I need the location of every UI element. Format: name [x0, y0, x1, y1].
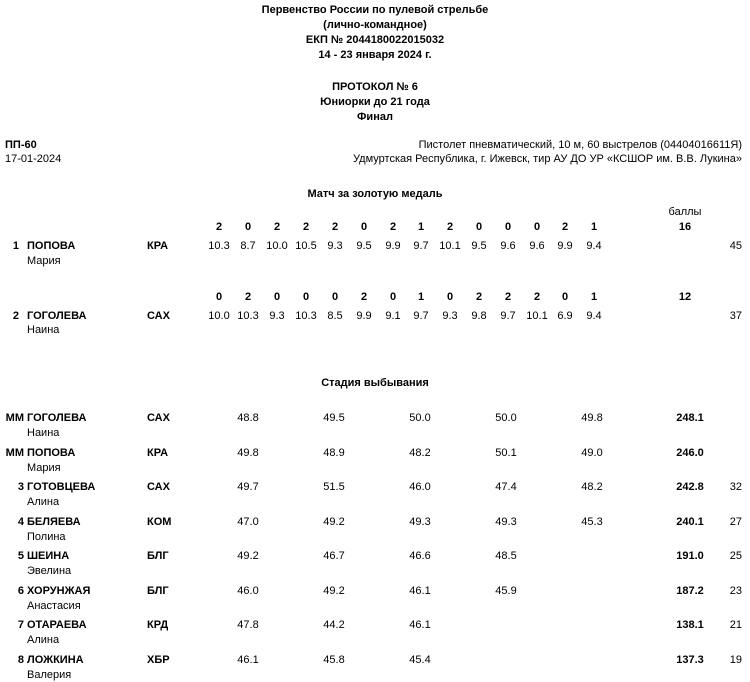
- athlete-name: Наина: [27, 427, 60, 439]
- shot-score: 9.9: [356, 310, 372, 322]
- series-score: 49.3: [495, 515, 517, 528]
- series-points: 2: [273, 221, 281, 233]
- athlete-region: БЛГ: [147, 550, 169, 562]
- event-date: 17-01-2024: [5, 153, 62, 165]
- series-score: 49.7: [237, 481, 259, 493]
- series-score: 49.8: [581, 412, 603, 424]
- series-points: 0: [504, 221, 512, 233]
- total-score: 240.1: [676, 515, 704, 528]
- series-points: 0: [273, 291, 281, 303]
- series-points: 2: [215, 221, 223, 233]
- shot-score: 9.3: [442, 310, 458, 322]
- event-name: Пистолет пневматический, 10 м, 60 выстрелов (04404016611Я): [418, 139, 742, 151]
- shot-score: 9.7: [500, 310, 516, 322]
- athlete-surname: ЛОЖКИНА: [27, 653, 84, 666]
- athlete-region: САХ: [147, 310, 170, 322]
- series-score: 49.5: [323, 412, 345, 424]
- series-score: 46.0: [237, 584, 259, 597]
- athlete-place: 2: [12, 310, 19, 322]
- athlete-extra: 37: [729, 310, 742, 322]
- series-points: 2: [475, 291, 483, 303]
- series-score: 46.7: [323, 550, 345, 562]
- series-score: 49.0: [581, 446, 603, 459]
- athlete-surname: ХОРУНЖАЯ: [27, 584, 91, 597]
- shot-score: 10.3: [208, 240, 230, 252]
- total-score: 187.2: [676, 584, 704, 597]
- shot-score: 8.7: [240, 240, 256, 252]
- series-score: 45.9: [495, 584, 517, 597]
- athlete-place: ММ: [5, 446, 24, 459]
- athlete-extra: 21: [729, 619, 742, 631]
- shot-score: 10.3: [295, 310, 317, 322]
- athlete-region: КОМ: [147, 515, 172, 528]
- championship-dates: 14 - 23 января 2024 г.: [318, 49, 432, 61]
- championship-type: (лично-командное): [323, 19, 427, 31]
- series-points: 2: [244, 291, 252, 303]
- championship-title: Первенство России по пулевой стрельбе: [261, 4, 489, 16]
- stage-title: Финал: [357, 111, 393, 123]
- athlete-place: 7: [17, 619, 24, 631]
- shot-score: 9.5: [471, 240, 487, 252]
- athlete-place: ММ: [5, 412, 24, 424]
- athlete-name: Валерия: [27, 668, 72, 681]
- series-score: 48.5: [495, 550, 517, 562]
- athlete-place: 5: [17, 550, 24, 562]
- athlete-surname: ОТАРАЕВА: [27, 619, 87, 631]
- series-score: 46.1: [409, 619, 431, 631]
- series-score: 47.8: [237, 619, 259, 631]
- athlete-extra: 19: [729, 653, 742, 666]
- athlete-surname: ГОГОЛЕВА: [27, 310, 87, 322]
- athlete-name: Анастасия: [27, 599, 81, 612]
- series-score: 50.0: [409, 412, 431, 424]
- athlete-surname: ШЕИНА: [27, 550, 70, 562]
- shot-score: 10.3: [237, 310, 259, 322]
- athlete-name: Эвелина: [27, 565, 72, 577]
- series-points: 2: [389, 221, 397, 233]
- athlete-place: 8: [17, 653, 24, 666]
- athlete-place: 3: [17, 481, 24, 493]
- ekp-number: ЕКП № 2044180022015032: [305, 34, 445, 46]
- athlete-name: Наина: [27, 324, 60, 336]
- series-points: 0: [389, 291, 397, 303]
- shot-score: 10.1: [439, 240, 461, 252]
- athlete-place: 1: [12, 240, 19, 252]
- total-score: 138.1: [676, 619, 704, 631]
- total-score: 191.0: [676, 550, 704, 562]
- athlete-surname: ГОГОЛЕВА: [27, 412, 87, 424]
- series-score: 45.4: [409, 653, 431, 666]
- athlete-region: КРД: [147, 619, 169, 631]
- series-score: 49.2: [237, 550, 259, 562]
- athlete-extra: 45: [729, 240, 742, 252]
- series-points: 0: [215, 291, 223, 303]
- series-points: 2: [360, 291, 368, 303]
- total-points: 16: [678, 221, 692, 233]
- shot-score: 9.6: [500, 240, 516, 252]
- series-score: 48.8: [237, 412, 259, 424]
- shot-score: 9.7: [413, 240, 429, 252]
- series-score: 46.1: [237, 653, 259, 666]
- shot-score: 6.9: [557, 310, 573, 322]
- series-points: 2: [504, 291, 512, 303]
- athlete-place: 4: [17, 515, 24, 528]
- age-category: Юниорки до 21 года: [320, 96, 430, 108]
- shot-score: 10.0: [266, 240, 288, 252]
- athlete-extra: 32: [729, 481, 742, 493]
- series-score: 49.2: [323, 584, 345, 597]
- athlete-surname: ГОТОВЦЕВА: [27, 481, 96, 493]
- athlete-region: ХБР: [147, 653, 170, 666]
- series-score: 49.3: [409, 515, 431, 528]
- series-score: 44.2: [323, 619, 345, 631]
- series-score: 48.9: [323, 446, 345, 459]
- athlete-place: 6: [17, 584, 24, 597]
- shot-score: 10.5: [295, 240, 317, 252]
- event-code: ПП-60: [5, 139, 37, 151]
- athlete-surname: ПОПОВА: [27, 240, 76, 252]
- athlete-name: Алина: [27, 496, 60, 508]
- athlete-extra: 25: [729, 550, 742, 562]
- shot-score: 9.3: [327, 240, 343, 252]
- series-score: 46.1: [409, 584, 431, 597]
- total-score: 246.0: [676, 446, 704, 459]
- series-score: 49.2: [323, 515, 345, 528]
- series-points: 0: [331, 291, 339, 303]
- series-score: 50.0: [495, 412, 517, 424]
- series-points: 2: [302, 221, 310, 233]
- shot-score: 9.5: [356, 240, 372, 252]
- series-points: 1: [417, 221, 425, 233]
- athlete-name: Полина: [27, 530, 66, 543]
- shot-score: 9.9: [557, 240, 573, 252]
- athlete-extra: 27: [729, 515, 742, 528]
- total-score: 248.1: [676, 412, 704, 424]
- elimination-title: Стадия выбывания: [321, 377, 429, 389]
- shot-score: 9.1: [385, 310, 401, 322]
- athlete-extra: 23: [729, 584, 742, 597]
- athlete-region: КРА: [147, 240, 169, 252]
- shot-score: 9.4: [586, 310, 602, 322]
- series-score: 46.6: [409, 550, 431, 562]
- total-points: 12: [678, 291, 692, 303]
- series-points: 0: [360, 221, 368, 233]
- series-points: 2: [446, 221, 454, 233]
- shot-score: 9.6: [529, 240, 545, 252]
- protocol-title: ПРОТОКОЛ № 6: [332, 81, 418, 93]
- series-score: 45.3: [581, 515, 603, 528]
- series-points: 0: [533, 221, 541, 233]
- series-points: 2: [533, 291, 541, 303]
- series-score: 49.8: [237, 446, 259, 459]
- shot-score: 8.5: [327, 310, 343, 322]
- series-score: 48.2: [409, 446, 431, 459]
- shot-score: 10.1: [526, 310, 548, 322]
- athlete-surname: БЕЛЯЕВА: [27, 515, 81, 528]
- series-points: 0: [561, 291, 569, 303]
- series-score: 48.2: [581, 481, 603, 493]
- athlete-region: БЛГ: [147, 584, 169, 597]
- series-score: 46.0: [409, 481, 431, 493]
- series-points: 0: [475, 221, 483, 233]
- series-points: 1: [590, 221, 598, 233]
- shot-score: 9.4: [586, 240, 602, 252]
- total-score: 242.8: [676, 481, 704, 493]
- total-score: 137.3: [676, 653, 704, 666]
- series-points: 0: [446, 291, 454, 303]
- shot-score: 10.0: [208, 310, 230, 322]
- athlete-name: Мария: [27, 255, 61, 267]
- shot-score: 9.3: [269, 310, 285, 322]
- shot-score: 9.7: [413, 310, 429, 322]
- series-points: 1: [590, 291, 598, 303]
- series-points: 0: [302, 291, 310, 303]
- series-points: 1: [417, 291, 425, 303]
- shot-score: 9.8: [471, 310, 487, 322]
- athlete-region: САХ: [147, 412, 170, 424]
- series-score: 47.0: [237, 515, 259, 528]
- athlete-name: Алина: [27, 634, 60, 646]
- athlete-name: Мария: [27, 461, 61, 474]
- athlete-region: КРА: [147, 446, 169, 459]
- series-score: 47.4: [495, 481, 517, 493]
- series-score: 51.5: [323, 481, 345, 493]
- gold-match-title: Матч за золотую медаль: [307, 188, 443, 200]
- athlete-region: САХ: [147, 481, 170, 493]
- series-points: 2: [331, 221, 339, 233]
- series-points: 2: [561, 221, 569, 233]
- event-venue: Удмуртская Республика, г. Ижевск, тир АУ ДО УР «КСШОР им. В.В. Лукина»: [353, 153, 742, 165]
- athlete-surname: ПОПОВА: [27, 446, 76, 459]
- shot-score: 9.9: [385, 240, 401, 252]
- points-header: баллы: [668, 206, 702, 218]
- series-score: 50.1: [495, 446, 517, 459]
- series-score: 45.8: [323, 653, 345, 666]
- series-points: 0: [244, 221, 252, 233]
